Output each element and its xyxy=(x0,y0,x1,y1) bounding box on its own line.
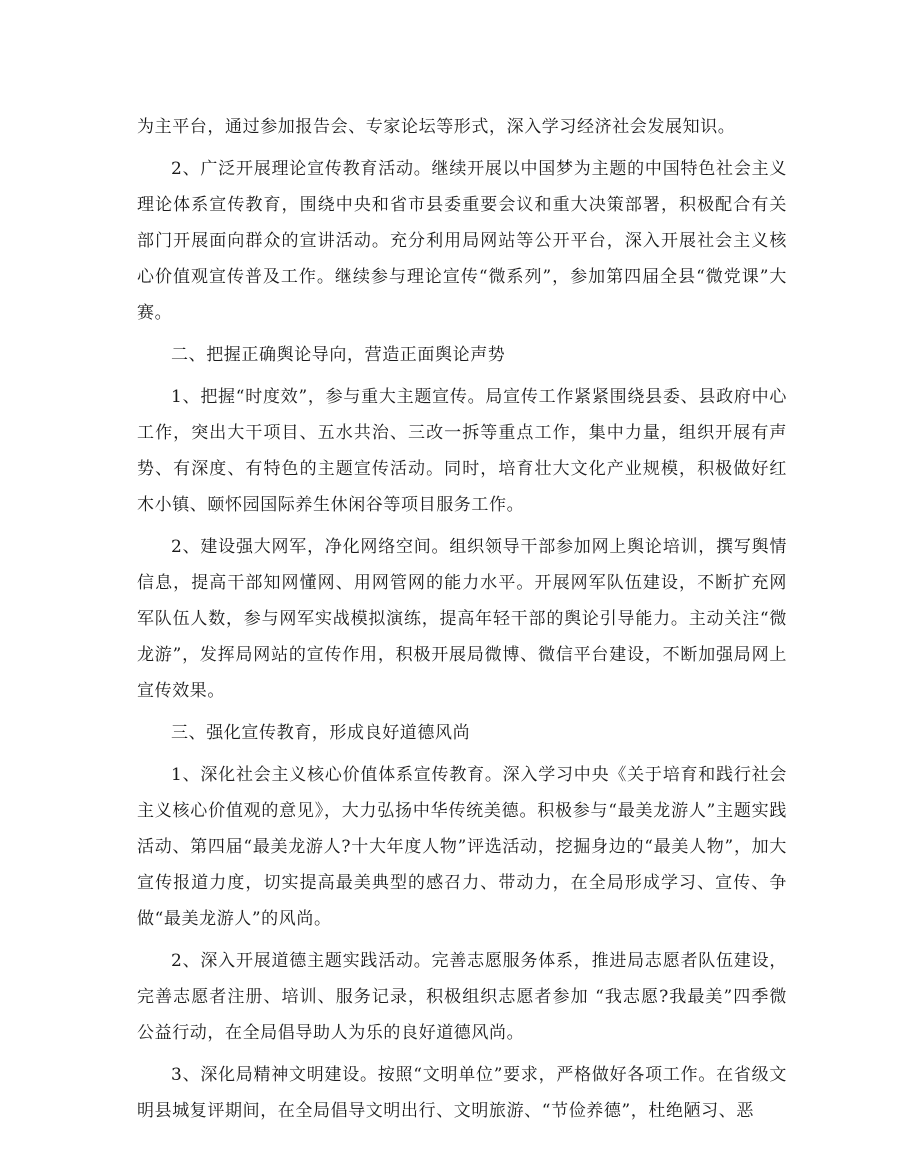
section-heading-3: 三、强化宣传教育，形成良好道德风尚 xyxy=(171,723,471,743)
paragraph-core-values: 1、深化社会主义核心价值体系宣传教育。深入学习中央《关于培育和践行社会主义核心价值观的意见》，大力弘扬中华传统美德。积极参与“最美龙游人”主题实践活动、第四届“最美龙游人?十大年度人物”评选活动，挖掘身边的“最美人物”，加大宣传报道力度，切实提高最美典型的感召力、带动力，在全局形成学习、宣传、争做“最美龙游人”的风尚。 xyxy=(137,765,787,929)
paragraph-theory-education: 2、广泛开展理论宣传教育活动。继续开展以中国梦为主题的中国特色社会主义理论体系宣传教育，围绕中央和省市县委重要会议和重大决策部署，积极配合有关部门开展面向群众的宣讲活动。充分利用局网站等公开平台，深入开展社会主义核心价值观宣传普及工作。继续参与理论宣传“微系列”，参加第四届全县“微党课”大赛。 xyxy=(137,159,787,323)
paragraph-moral-practice: 2、深入开展道德主题实践活动。完善志愿服务体系，推进局志愿者队伍建设，完善志愿者注册、培训、服务记录，积极组织志愿者参加 “我志愿?我最美”四季微公益行动，在全局倡导助人为乐的良好道德风尚。 xyxy=(137,951,787,1043)
paragraph-continuation: 为主平台，通过参加报告会、专家论坛等形式，深入学习经济社会发展知识。 xyxy=(137,117,736,137)
section-heading-2: 二、把握正确舆论导向，营造正面舆论声势 xyxy=(171,345,506,365)
paragraph-network-army: 2、建设强大网军，净化网络空间。组织领导干部参加网上舆论培训，撰写舆情信息，提高干部知网懂网、用网管网的能力水平。开展网军队伍建设，不断扩充网军队伍人数，参与网军实战模拟演练，提高年轻干部的舆论引导能力。主动关注“微龙游”，发挥局网站的宣传作用，积极开展局微博、微信平台建设，不断加强局网上宣传效果。 xyxy=(137,537,787,701)
paragraph-major-theme-publicity: 1、把握“时度效”，参与重大主题宣传。局宣传工作紧紧围绕县委、县政府中心工作，突出大干项目、五水共治、三改一拆等重点工作，集中力量，组织开展有声势、有深度、有特色的主题宣传活动。同时，培育壮大文化产业规模，积极做好红木小镇、颐怀园国际养生休闲谷等项目服务工作。 xyxy=(137,387,787,515)
document-body xyxy=(137,109,787,1135)
paragraph-civilization-building: 3、深化局精神文明建设。按照“文明单位”要求，严格做好各项工作。在省级文明县城复评期间，在全局倡导文明出行、文明旅游、“节俭养德”，杜绝陋习、恶 xyxy=(137,1065,787,1121)
